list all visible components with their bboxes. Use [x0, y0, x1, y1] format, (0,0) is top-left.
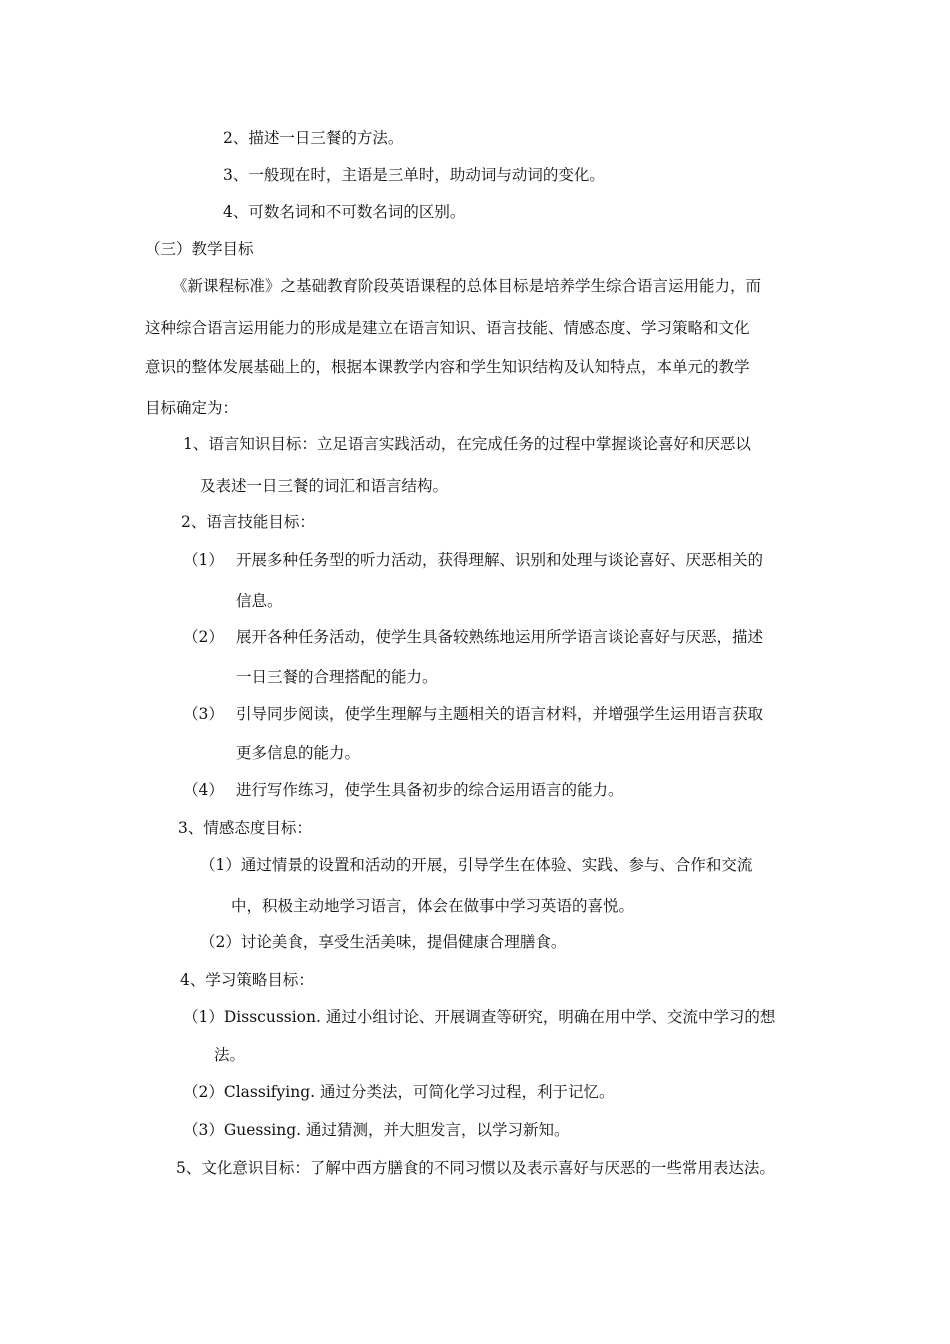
paragraph-line: 这种综合语言运用能力的形成是建立在语言知识、语言技能、情感态度、学习策略和文化 — [145, 319, 750, 337]
text-line: 3、一般现在时，主语是三单时，助动词与动词的变化。 — [223, 166, 605, 184]
text-line: 2、描述一日三餐的方法。 — [223, 129, 404, 147]
list-item: 5、文化意识目标：了解中西方膳食的不同习惯以及表示喜好与厌恶的一些常用表达法。 — [176, 1159, 775, 1177]
list-item: （2）讨论美食，享受生活美味，提倡健康合理膳食。 — [200, 933, 567, 951]
text-line: 4、可数名词和不可数名词的区别。 — [223, 203, 466, 221]
list-item: 展开各种任务活动，使学生具备较熟练地运用所学语言谈论喜好与厌恶，描述 — [236, 628, 764, 646]
list-item-continuation: 一日三餐的合理搭配的能力。 — [236, 668, 438, 686]
list-marker: （2） — [183, 628, 224, 646]
subheading: 2、语言技能目标： — [181, 513, 315, 531]
list-item: （1）通过情景的设置和活动的开展，引导学生在体验、实践、参与、合作和交流 — [200, 856, 753, 874]
paragraph-line: 目标确定为： — [145, 399, 239, 417]
paragraph-line: 意识的整体发展基础上的，根据本课教学内容和学生知识结构及认知特点，本单元的教学 — [145, 358, 750, 376]
section-heading: （三）教学目标 — [145, 240, 254, 258]
list-item-continuation: 信息。 — [236, 592, 283, 610]
paragraph-line: 《新课程标准》之基础教育阶段英语课程的总体目标是培养学生综合语言运用能力，而 — [172, 277, 762, 295]
list-item: 进行写作练习，使学生具备初步的综合运用语言的能力。 — [236, 781, 624, 799]
list-item: 开展多种任务型的听力活动，获得理解、识别和处理与谈论喜好、厌恶相关的 — [236, 551, 764, 569]
list-item-continuation: 及表述一日三餐的词汇和语言结构。 — [200, 477, 449, 495]
subheading: 4、学习策略目标： — [180, 971, 314, 989]
list-marker: （3） — [183, 705, 224, 723]
list-item: 引导同步阅读，使学生理解与主题相关的语言材料，并增强学生运用语言获取 — [236, 705, 764, 723]
list-item-continuation: 中，积极主动地学习语言，体会在做事中学习英语的喜悦。 — [231, 897, 635, 915]
list-item: （1）Disscussion. 通过小组讨论、开展调查等研究，明确在用中学、交流中学习的想 — [183, 1008, 776, 1026]
list-item-continuation: 法。 — [214, 1046, 246, 1064]
subheading: 3、情感态度目标： — [178, 819, 312, 837]
list-item-continuation: 更多信息的能力。 — [236, 744, 361, 762]
list-marker: （1） — [183, 551, 224, 569]
list-item: （3）Guessing. 通过猜测，并大胆发言，以学习新知。 — [183, 1121, 570, 1139]
list-marker: （4） — [183, 781, 224, 799]
list-item: （2）Classifying. 通过分类法，可简化学习过程，利于记忆。 — [183, 1083, 615, 1101]
list-item: 1、语言知识目标：立足语言实践活动，在完成任务的过程中掌握谈论喜好和厌恶以 — [183, 435, 751, 453]
